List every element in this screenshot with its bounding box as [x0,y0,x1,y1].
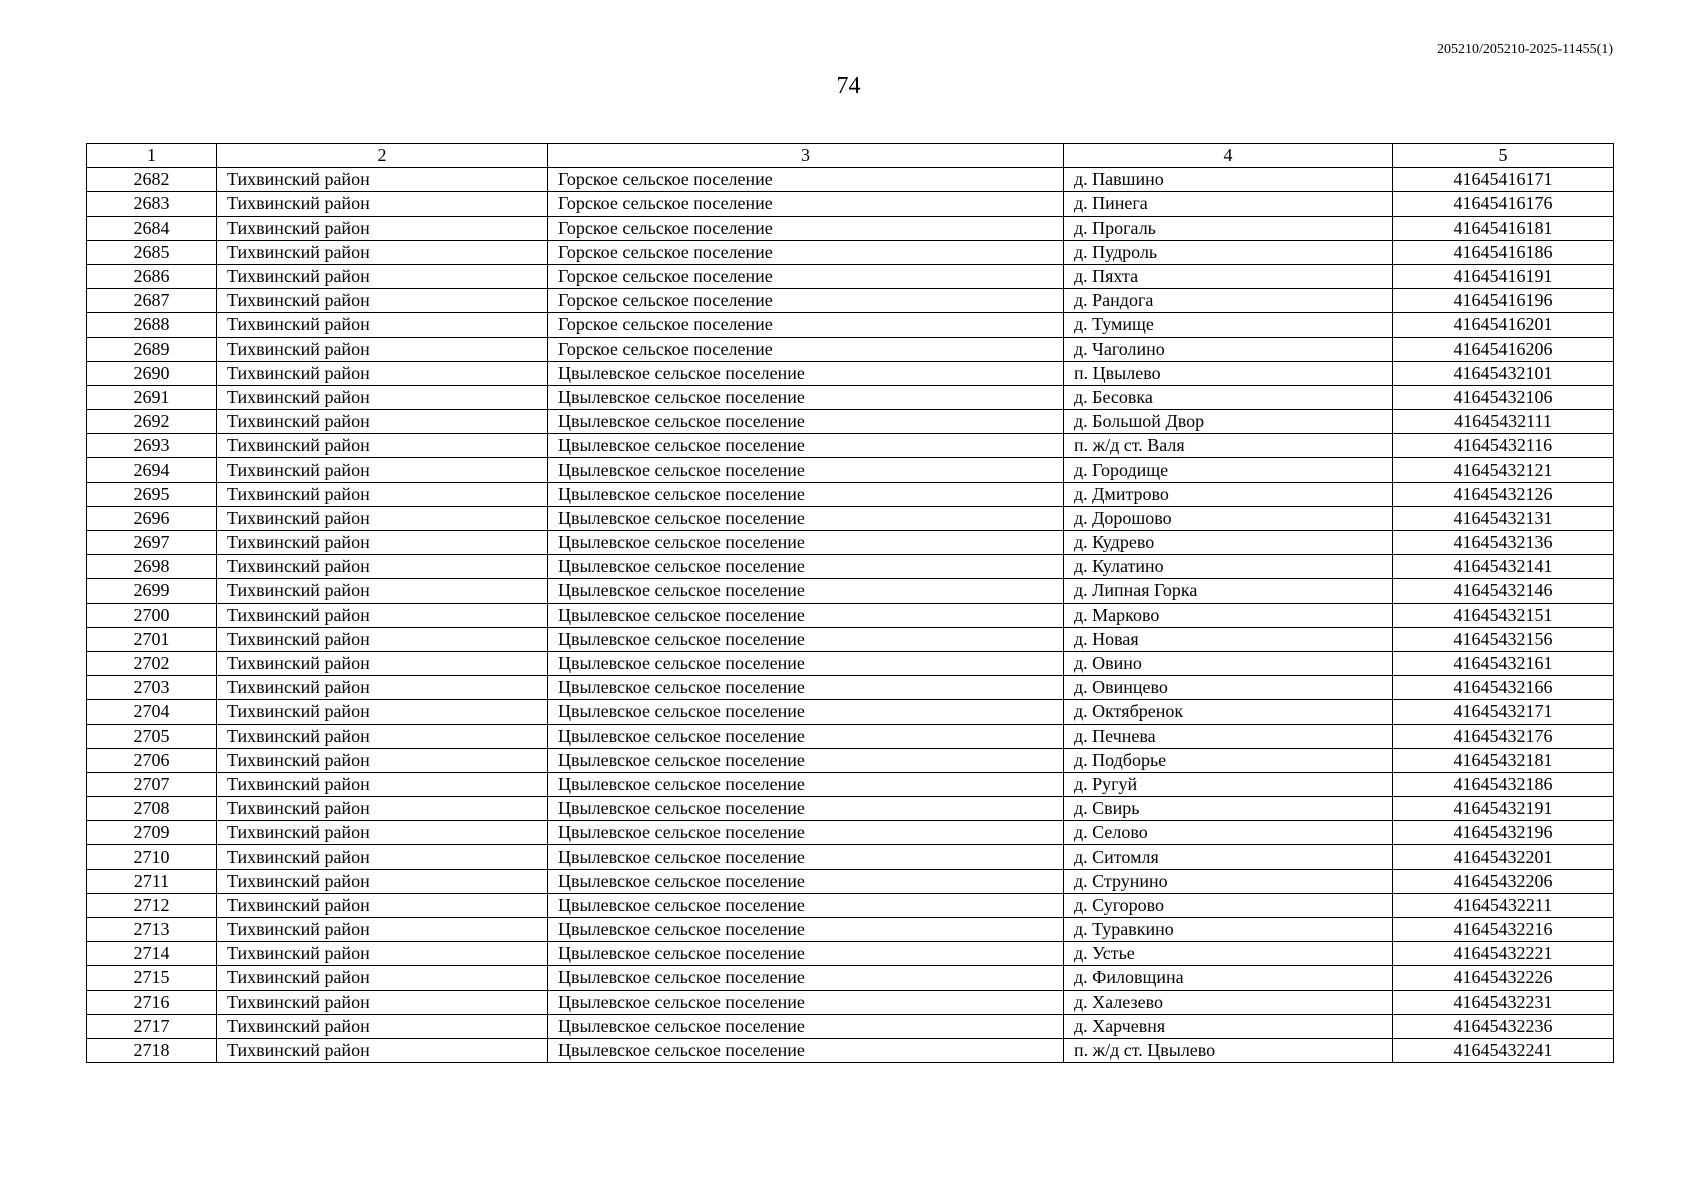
district-name: Тихвинский район [217,216,548,240]
oktmo-code: 41645432111 [1393,410,1614,434]
oktmo-code: 41645416176 [1393,192,1614,216]
oktmo-code: 41645432131 [1393,506,1614,530]
locality-name: п. ж/д ст. Цвылево [1064,1038,1393,1062]
locality-name: д. Печнева [1064,724,1393,748]
oktmo-code: 41645432161 [1393,651,1614,675]
district-name: Тихвинский район [217,482,548,506]
row-number: 2705 [87,724,217,748]
settlement-name: Горское сельское поселение [548,192,1064,216]
row-number: 2711 [87,869,217,893]
settlement-name: Цвылевское сельское поселение [548,772,1064,796]
locality-name: д. Марково [1064,603,1393,627]
district-name: Тихвинский район [217,918,548,942]
row-number: 2695 [87,482,217,506]
row-number: 2706 [87,748,217,772]
row-number: 2714 [87,942,217,966]
table-row [87,410,1614,434]
row-number: 2718 [87,1038,217,1062]
locality-name: д. Пинега [1064,192,1393,216]
page-number: 74 [836,73,861,99]
district-name: Тихвинский район [217,651,548,675]
settlement-name: Горское сельское поселение [548,216,1064,240]
locality-name: п. Цвылево [1064,361,1393,385]
district-name: Тихвинский район [217,506,548,530]
locality-name: д. Струнино [1064,869,1393,893]
locality-name: д. Октябренок [1064,700,1393,724]
table-row [87,942,1614,966]
district-name: Тихвинский район [217,942,548,966]
district-name: Тихвинский район [217,337,548,361]
row-number: 2683 [87,192,217,216]
column-header-5: 5 [1393,144,1614,168]
oktmo-code: 41645432181 [1393,748,1614,772]
table-row [87,1014,1614,1038]
settlement-name: Цвылевское сельское поселение [548,748,1064,772]
settlement-name: Цвылевское сельское поселение [548,482,1064,506]
table-row [87,385,1614,409]
table-row [87,966,1614,990]
locality-name: д. Ситомля [1064,845,1393,869]
row-number: 2698 [87,555,217,579]
oktmo-code: 41645416181 [1393,216,1614,240]
district-name: Тихвинский район [217,434,548,458]
settlement-name: Горское сельское поселение [548,289,1064,313]
settlement-name: Цвылевское сельское поселение [548,385,1064,409]
oktmo-code: 41645432126 [1393,482,1614,506]
table-row [87,676,1614,700]
oktmo-code: 41645432226 [1393,966,1614,990]
settlement-name: Цвылевское сельское поселение [548,434,1064,458]
locality-name: д. Дмитрово [1064,482,1393,506]
table-row [87,434,1614,458]
row-number: 2699 [87,579,217,603]
row-number: 2708 [87,797,217,821]
row-number: 2715 [87,966,217,990]
row-number: 2694 [87,458,217,482]
district-name: Тихвинский район [217,797,548,821]
locality-name: д. Овино [1064,651,1393,675]
table-row [87,192,1614,216]
table-row [87,216,1614,240]
oktmo-code: 41645432136 [1393,531,1614,555]
oktmo-code: 41645432151 [1393,603,1614,627]
oktmo-code: 41645432116 [1393,434,1614,458]
oktmo-code: 41645432231 [1393,990,1614,1014]
settlement-name: Цвылевское сельское поселение [548,918,1064,942]
row-number: 2692 [87,410,217,434]
table-row [87,724,1614,748]
district-name: Тихвинский район [217,264,548,288]
settlement-name: Цвылевское сельское поселение [548,676,1064,700]
locality-name: д. Селово [1064,821,1393,845]
row-number: 2685 [87,240,217,264]
table-row [87,797,1614,821]
table-row [87,458,1614,482]
table-row [87,772,1614,796]
row-number: 2684 [87,216,217,240]
settlement-name: Цвылевское сельское поселение [548,893,1064,917]
table-row [87,361,1614,385]
district-name: Тихвинский район [217,1014,548,1038]
row-number: 2689 [87,337,217,361]
locality-name: д. Туравкино [1064,918,1393,942]
district-name: Тихвинский район [217,821,548,845]
locality-name: д. Овинцево [1064,676,1393,700]
row-number: 2686 [87,264,217,288]
oktmo-code: 41645432166 [1393,676,1614,700]
settlement-name: Горское сельское поселение [548,313,1064,337]
table-row [87,1038,1614,1062]
column-header-3: 3 [548,144,1064,168]
row-number: 2682 [87,168,217,192]
table-row [87,264,1614,288]
locality-name: д. Халезево [1064,990,1393,1014]
oktmo-code: 41645432191 [1393,797,1614,821]
oktmo-code: 41645432241 [1393,1038,1614,1062]
row-number: 2703 [87,676,217,700]
district-name: Тихвинский район [217,240,548,264]
oktmo-code: 41645432186 [1393,772,1614,796]
locality-name: д. Новая [1064,627,1393,651]
district-name: Тихвинский район [217,313,548,337]
table-header-row [87,144,1614,168]
row-number: 2704 [87,700,217,724]
table-row [87,168,1614,192]
oktmo-code: 41645432101 [1393,361,1614,385]
district-name: Тихвинский район [217,700,548,724]
row-number: 2687 [87,289,217,313]
oktmo-code: 41645432121 [1393,458,1614,482]
row-number: 2712 [87,893,217,917]
settlement-name: Цвылевское сельское поселение [548,724,1064,748]
table-row [87,313,1614,337]
locality-name: д. Чаголино [1064,337,1393,361]
table-row [87,627,1614,651]
locality-name: д. Павшино [1064,168,1393,192]
settlement-name: Цвылевское сельское поселение [548,579,1064,603]
locality-name: д. Тумище [1064,313,1393,337]
locality-name: п. ж/д ст. Валя [1064,434,1393,458]
table-row [87,603,1614,627]
table-row [87,579,1614,603]
row-number: 2709 [87,821,217,845]
oktmo-code: 41645432146 [1393,579,1614,603]
row-number: 2691 [87,385,217,409]
locality-name: д. Свирь [1064,797,1393,821]
table-row [87,555,1614,579]
oktmo-code: 41645432106 [1393,385,1614,409]
document-id: 205210/205210-2025-11455(1) [1436,42,1613,57]
settlement-name: Горское сельское поселение [548,337,1064,361]
settlement-name: Цвылевское сельское поселение [548,361,1064,385]
row-number: 2701 [87,627,217,651]
locality-name: д. Большой Двор [1064,410,1393,434]
oktmo-code: 41645432196 [1393,821,1614,845]
table-row [87,651,1614,675]
district-name: Тихвинский район [217,676,548,700]
district-name: Тихвинский район [217,361,548,385]
oktmo-code: 41645416171 [1393,168,1614,192]
district-name: Тихвинский район [217,869,548,893]
settlement-name: Цвылевское сельское поселение [548,531,1064,555]
district-name: Тихвинский район [217,579,548,603]
oktmo-code: 41645432236 [1393,1014,1614,1038]
table-row [87,918,1614,942]
settlement-name: Цвылевское сельское поселение [548,410,1064,434]
row-number: 2716 [87,990,217,1014]
locality-name: д. Пудроль [1064,240,1393,264]
locality-name: д. Кулатино [1064,555,1393,579]
locality-name: д. Дорошово [1064,506,1393,530]
district-name: Тихвинский район [217,724,548,748]
oktmo-code: 41645416201 [1393,313,1614,337]
settlement-name: Цвылевское сельское поселение [548,966,1064,990]
row-number: 2693 [87,434,217,458]
row-number: 2702 [87,651,217,675]
district-name: Тихвинский район [217,1038,548,1062]
row-number: 2696 [87,506,217,530]
settlement-name: Горское сельское поселение [548,240,1064,264]
locality-name: д. Филовщина [1064,966,1393,990]
settlement-name: Цвылевское сельское поселение [548,506,1064,530]
settlement-name: Горское сельское поселение [548,264,1064,288]
locality-name: д. Ругуй [1064,772,1393,796]
district-name: Тихвинский район [217,531,548,555]
row-number: 2717 [87,1014,217,1038]
table-row [87,506,1614,530]
column-header-1: 1 [87,144,217,168]
district-name: Тихвинский район [217,458,548,482]
locality-name: д. Устье [1064,942,1393,966]
oktmo-code: 41645432171 [1393,700,1614,724]
oktmo-code: 41645416186 [1393,240,1614,264]
district-name: Тихвинский район [217,772,548,796]
oktmo-code: 41645416196 [1393,289,1614,313]
row-number: 2713 [87,918,217,942]
district-name: Тихвинский район [217,893,548,917]
table-row [87,240,1614,264]
district-name: Тихвинский район [217,168,548,192]
settlement-name: Цвылевское сельское поселение [548,1038,1064,1062]
table-row [87,337,1614,361]
settlement-name: Цвылевское сельское поселение [548,1014,1064,1038]
settlement-name: Цвылевское сельское поселение [548,942,1064,966]
row-number: 2690 [87,361,217,385]
oktmo-code: 41645432221 [1393,942,1614,966]
locality-name: д. Кудрево [1064,531,1393,555]
settlement-name: Цвылевское сельское поселение [548,603,1064,627]
settlement-name: Цвылевское сельское поселение [548,555,1064,579]
oktmo-code: 41645432176 [1393,724,1614,748]
locality-name: д. Подборье [1064,748,1393,772]
district-name: Тихвинский район [217,555,548,579]
oktmo-code: 41645432141 [1393,555,1614,579]
district-name: Тихвинский район [217,748,548,772]
locality-name: д. Харчевня [1064,1014,1393,1038]
oktmo-code: 41645416191 [1393,264,1614,288]
district-name: Тихвинский район [217,192,548,216]
table-row [87,482,1614,506]
oktmo-code: 41645432211 [1393,893,1614,917]
settlement-name: Цвылевское сельское поселение [548,627,1064,651]
table-row [87,893,1614,917]
table-row [87,990,1614,1014]
locality-name: д. Прогаль [1064,216,1393,240]
table-row [87,869,1614,893]
row-number: 2697 [87,531,217,555]
locality-name: д. Пяхта [1064,264,1393,288]
oktmo-code: 41645432201 [1393,845,1614,869]
oktmo-code: 41645432156 [1393,627,1614,651]
settlements-table [86,143,1614,1063]
table-row [87,821,1614,845]
district-name: Тихвинский район [217,627,548,651]
settlement-name: Цвылевское сельское поселение [548,845,1064,869]
district-name: Тихвинский район [217,603,548,627]
locality-name: д. Липная Горка [1064,579,1393,603]
table-body [87,168,1614,1063]
table-header [87,144,1614,168]
district-name: Тихвинский район [217,990,548,1014]
locality-name: д. Бесовка [1064,385,1393,409]
oktmo-code: 41645432206 [1393,869,1614,893]
locality-name: д. Городище [1064,458,1393,482]
oktmo-code: 41645432216 [1393,918,1614,942]
district-name: Тихвинский район [217,966,548,990]
row-number: 2700 [87,603,217,627]
settlement-name: Цвылевское сельское поселение [548,797,1064,821]
column-header-4: 4 [1064,144,1393,168]
district-name: Тихвинский район [217,289,548,313]
district-name: Тихвинский район [217,385,548,409]
column-header-2: 2 [217,144,548,168]
row-number: 2688 [87,313,217,337]
oktmo-code: 41645416206 [1393,337,1614,361]
table-row [87,748,1614,772]
table-row [87,531,1614,555]
settlement-name: Цвылевское сельское поселение [548,700,1064,724]
row-number: 2710 [87,845,217,869]
settlement-name: Цвылевское сельское поселение [548,869,1064,893]
district-name: Тихвинский район [217,845,548,869]
district-name: Тихвинский район [217,410,548,434]
settlement-name: Цвылевское сельское поселение [548,821,1064,845]
row-number: 2707 [87,772,217,796]
table-row [87,845,1614,869]
table-row [87,289,1614,313]
settlement-name: Цвылевское сельское поселение [548,651,1064,675]
settlement-name: Горское сельское поселение [548,168,1064,192]
locality-name: д. Сугорово [1064,893,1393,917]
locality-name: д. Рандога [1064,289,1393,313]
settlement-name: Цвылевское сельское поселение [548,458,1064,482]
table-row [87,700,1614,724]
settlement-name: Цвылевское сельское поселение [548,990,1064,1014]
